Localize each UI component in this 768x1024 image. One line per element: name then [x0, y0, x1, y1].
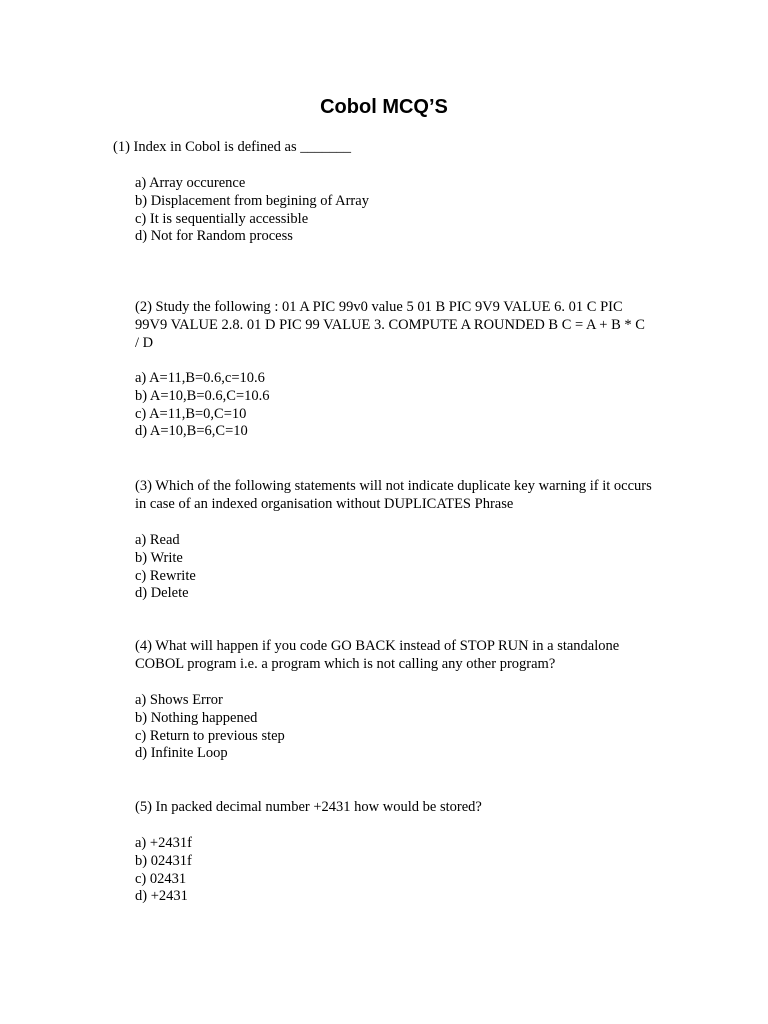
options-list [135, 835, 680, 906]
option-b: b) Write [135, 549, 183, 566]
question-text-line: (5) In packed decimal number +2431 how would be stored? [135, 799, 482, 815]
option-d: d) Not for Random process [135, 228, 293, 245]
question-text-line: / D [135, 334, 154, 351]
option-d: d) Delete [135, 585, 189, 602]
question-text-line: 99V9 VALUE 2.8. 01 D PIC 99 VALUE 3. COMPUTE A ROUNDED B C = A + B * C [135, 316, 645, 333]
option-c: c) Return to previous step [135, 727, 285, 744]
option-b: b) A=10,B=0.6,C=10.6 [135, 387, 270, 404]
options-list [135, 175, 680, 246]
option-b: b) Nothing happened [135, 709, 258, 726]
options-list [135, 370, 680, 441]
option-a: a) Read [135, 532, 180, 548]
option-a: a) A=11,B=0.6,c=10.6 [135, 370, 265, 386]
options-list [135, 692, 680, 763]
page-title: Cobol MCQ’S [320, 96, 448, 118]
option-c: c) It is sequentially accessible [135, 210, 309, 227]
question-text [135, 478, 680, 514]
option-a: a) Shows Error [135, 692, 223, 708]
question-text-line: in case of an indexed organisation without DUPLICATES Phrase [135, 495, 514, 512]
question-text [135, 299, 680, 352]
option-c: c) Rewrite [135, 567, 196, 584]
option-a: a) +2431f [135, 835, 192, 851]
question-text [135, 799, 680, 817]
question-text-line: COBOL program i.e. a program which is not calling any other program? [135, 655, 556, 672]
option-d: d) +2431 [135, 888, 188, 905]
option-c: c) A=11,B=0,C=10 [135, 405, 247, 422]
option-b: b) 02431f [135, 852, 192, 869]
option-b: b) Displacement from begining of Array [135, 192, 369, 209]
option-d: d) Infinite Loop [135, 745, 228, 762]
question-text [135, 638, 680, 674]
option-c: c) 02431 [135, 870, 187, 887]
question-text: (1) Index in Cobol is defined as _______ [113, 139, 352, 155]
question-text-line: (4) What will happen if you code GO BACK instead of STOP RUN in a standalone [135, 638, 620, 654]
question-text-line: (3) Which of the following statements will not indicate duplicate key warning if it occurs [135, 478, 652, 494]
option-a: a) Array occurence [135, 175, 246, 191]
option-d: d) A=10,B=6,C=10 [135, 423, 248, 440]
options-list [135, 532, 680, 603]
question-text-line: (2) Study the following : 01 A PIC 99v0 value 5 01 B PIC 9V9 VALUE 6. 01 C PIC [135, 299, 623, 315]
